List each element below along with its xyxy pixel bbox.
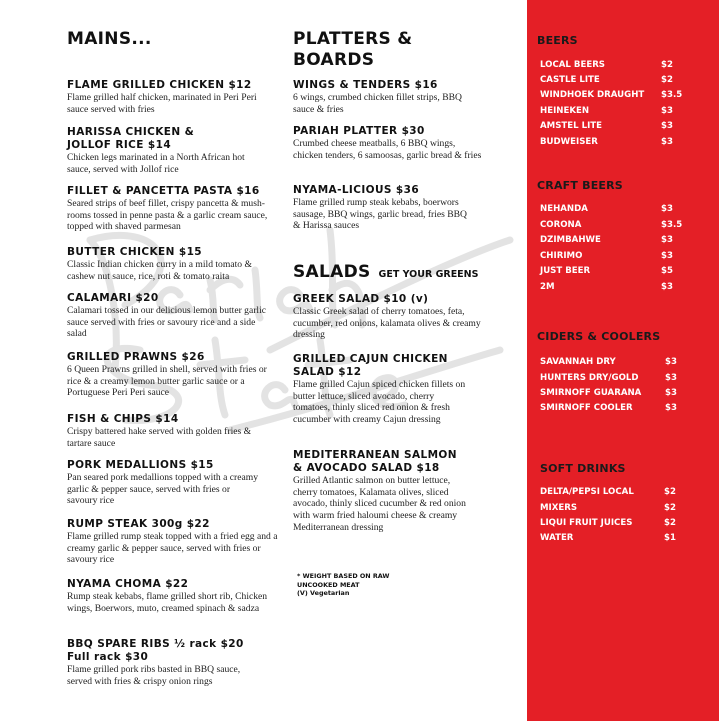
menu-item (293, 184, 513, 232)
menu-item (67, 413, 282, 449)
menu-item (67, 638, 282, 687)
drink-row (540, 58, 700, 73)
drink-price: $3 (661, 137, 673, 147)
drink-price: $3 (665, 373, 677, 383)
drink-name: NEHANDA (540, 204, 588, 214)
menu-item-desc: Seared strips of beef fillet, crispy pancetta & mush- rooms tossed in penne pasta & a garlic cream sauce, topped with shaved parmesan (67, 198, 268, 233)
craft-beers-heading: CRAFT BEERS (537, 179, 623, 192)
drink-row (540, 516, 700, 531)
drink-row (540, 202, 700, 217)
menu-item-title: RUMP STEAK 300g $22 (67, 518, 210, 530)
menu-item-title: PORK MEDALLIONS $15 (67, 459, 214, 471)
drink-price: $3 (661, 251, 673, 261)
drink-name: CASTLE LITE (540, 75, 600, 85)
footnote: (V) Vegetarian (297, 589, 350, 597)
menu-item (293, 293, 513, 341)
menu-item (67, 292, 282, 340)
ciders-heading: CIDERS & COOLERS (537, 330, 661, 343)
menu-item (67, 79, 282, 115)
menu-item-desc: Flame grilled Cajun spiced chicken fillets on butter lettuce, sliced avocado, cherry tomatoes, thinly sliced red onion & fresh cucumber with creamy Cajun dressing (293, 379, 466, 426)
menu-item-title: BBQ SPARE RIBS ½ rack $20 Full rack $30 (67, 638, 244, 663)
menu-item-title: CALAMARI $20 (67, 292, 159, 304)
drink-name: BUDWEISER (540, 137, 598, 147)
drink-row (540, 88, 700, 103)
drink-row (540, 73, 700, 88)
salads-heading: SALADS (293, 262, 371, 282)
drink-row (540, 218, 700, 233)
drink-price: $2 (664, 518, 676, 528)
menu-item-desc: Flame grilled half chicken, marinated in Peri Peri sauce served with fries (67, 92, 257, 115)
footnote: UNCOOKED MEAT (297, 580, 360, 589)
drink-row (540, 280, 700, 295)
drink-row (540, 501, 700, 516)
drink-price: $1 (664, 533, 676, 543)
menu-item-title: HARISSA CHICKEN & JOLLOF RICE $14 (67, 126, 195, 151)
menu-item-desc: Classic Indian chicken curry in a mild tomato & cashew nut sauce, rice, roti & tomato raita (67, 259, 252, 282)
drink-name: SMIRNOFF COOLER (540, 403, 633, 413)
drink-name: LOCAL BEERS (540, 60, 605, 70)
menu-item-desc: 6 Queen Prawns grilled in shell, served with fries or rice & a creamy lemon butter garlic sauce or a Portuguese Peri Peri sauce (67, 364, 267, 399)
menu-item-desc: Grilled Atlantic salmon on butter lettuce, cherry tomatoes, Kalamata olives, sliced avocado, thinly sliced cucumber & red onion with warm fried haloumi cheese & creamy Mediterranean dressing (293, 475, 466, 533)
menu-item (293, 79, 513, 115)
drink-price: $3 (661, 204, 673, 214)
menu-item (293, 449, 513, 534)
drink-price: $3 (661, 282, 673, 292)
menu-item-title: GRILLED PRAWNS $26 (67, 351, 205, 363)
menu-item (67, 459, 282, 507)
menu-item-desc: Crispy battered hake served with golden fries & tartare sauce (67, 426, 252, 449)
menu-item-desc: Classic Greek salad of cherry tomatoes, feta, cucumber, red onions, kalamata olives & creamy dressing (293, 306, 481, 341)
drink-name: JUST BEER (540, 266, 591, 276)
menu-item (67, 578, 282, 614)
menu-item (293, 125, 513, 161)
drink-name: LIQUI FRUIT JUICES (540, 518, 633, 528)
drink-name: DELTA/PEPSI LOCAL (540, 487, 634, 497)
menu-item-desc: Rump steak kebabs, flame grilled short rib, Chicken wings, Boerwors, muto, creamed spinach & sadza (67, 591, 268, 614)
menu-item-desc: Calamari tossed in our delicious lemon butter garlic sauce served with fries or savoury rice and a side salad (67, 305, 267, 340)
drink-name: SMIRNOFF GUARANA (540, 388, 642, 398)
drink-price: $2 (664, 487, 676, 497)
drink-price: $3 (665, 357, 677, 367)
menu-item-title: WINGS & TENDERS $16 (293, 79, 438, 91)
menu-item-title: NYAMA-LICIOUS $36 (293, 184, 420, 196)
menu-item-title: MEDITERRANEAN SALMON & AVOCADO SALAD $18 (293, 449, 457, 474)
drink-price: $2 (661, 75, 673, 85)
menu-item-desc: Flame grilled rump steak topped with a fried egg and a creamy garlic & pepper sauce, served with fries or savoury rice (67, 531, 278, 566)
drink-row (540, 401, 700, 416)
drink-name: WATER (540, 533, 574, 543)
drink-name: SAVANNAH DRY (540, 357, 616, 367)
menu-item-title: GRILLED CAJUN CHICKEN SALAD $12 (293, 353, 448, 378)
drink-name: WINDHOEK DRAUGHT (540, 90, 645, 100)
drink-row (540, 355, 700, 370)
menu-item-desc: Flame grilled rump steak kebabs, boerwors sausage, BBQ wings, garlic bread, fries BBQ & Harissa sauces (293, 197, 467, 232)
drink-name: CHIRIMO (540, 251, 583, 261)
menu-item-title: NYAMA CHOMA $22 (67, 578, 189, 590)
drink-price: $3 (661, 106, 673, 116)
drink-name: HEINEKEN (540, 106, 590, 116)
mains-heading: MAINS... (67, 29, 152, 49)
menu-item-title: BUTTER CHICKEN $15 (67, 246, 202, 258)
soft-drinks-heading: SOFT DRINKS (540, 462, 626, 475)
drink-row (540, 233, 700, 248)
drink-name: 2M (540, 282, 555, 292)
drink-name: HUNTERS DRY/GOLD (540, 373, 639, 383)
drink-name: AMSTEL LITE (540, 121, 602, 131)
drinks-sidebar (527, 0, 719, 721)
drink-price: $2 (664, 503, 676, 513)
drink-price: $3.5 (661, 220, 683, 230)
drink-row (540, 119, 700, 134)
platters-heading: PLATTERS & BOARDS (293, 29, 413, 70)
beers-heading: BEERS (537, 34, 578, 47)
drink-row (540, 104, 700, 119)
menu-item (67, 185, 282, 233)
drink-row (540, 531, 700, 546)
menu-item (67, 126, 282, 175)
drink-price: $3 (665, 403, 677, 413)
menu-item (67, 246, 282, 282)
drink-row (540, 386, 700, 401)
drink-price: $5 (661, 266, 673, 276)
drink-row (540, 264, 700, 279)
drink-price: $3.5 (661, 90, 683, 100)
drink-name: CORONA (540, 220, 582, 230)
menu-item (67, 518, 282, 566)
drink-row (540, 249, 700, 264)
menu-item-title: PARIAH PLATTER $30 (293, 125, 425, 137)
drink-row (540, 485, 700, 500)
menu-item (67, 351, 282, 399)
menu-item-desc: Flame grilled pork ribs basted in BBQ sauce, served with fries & crispy onion rings (67, 664, 241, 687)
drink-name: MIXERS (540, 503, 578, 513)
drink-name: DZIMBAHWE (540, 235, 601, 245)
drink-row (540, 135, 700, 150)
drink-row (540, 371, 700, 386)
menu-item-title: FLAME GRILLED CHICKEN $12 (67, 79, 252, 91)
drink-price: $3 (661, 235, 673, 245)
menu-item-title: GREEK SALAD $10 (v) (293, 293, 429, 305)
footnote: * WEIGHT BASED ON RAW (297, 572, 390, 580)
menu-item (293, 353, 513, 426)
drink-price: $2 (661, 60, 673, 70)
footnotes (297, 572, 447, 598)
menu-item-desc: Pan seared pork medallions topped with a creamy garlic & pepper sauce, served with fries or savoury rice (67, 472, 259, 507)
menu-item-title: FISH & CHIPS $14 (67, 413, 179, 425)
salads-heading-row (293, 262, 513, 285)
menu-item-title: FILLET & PANCETTA PASTA $16 (67, 185, 260, 197)
menu-item-desc: Chicken legs marinated in a North African hot sauce, served with Jollof rice (67, 152, 245, 175)
menu-item-desc: 6 wings, crumbed chicken fillet strips, BBQ sauce & fries (293, 92, 462, 115)
drink-price: $3 (661, 121, 673, 131)
salads-subheading: GET YOUR GREENS (378, 269, 479, 280)
menu-item-desc: Crumbed cheese meatballs, 6 BBQ wings, chicken tenders, 6 samoosas, garlic bread & fries (293, 138, 482, 161)
drink-price: $3 (665, 388, 677, 398)
